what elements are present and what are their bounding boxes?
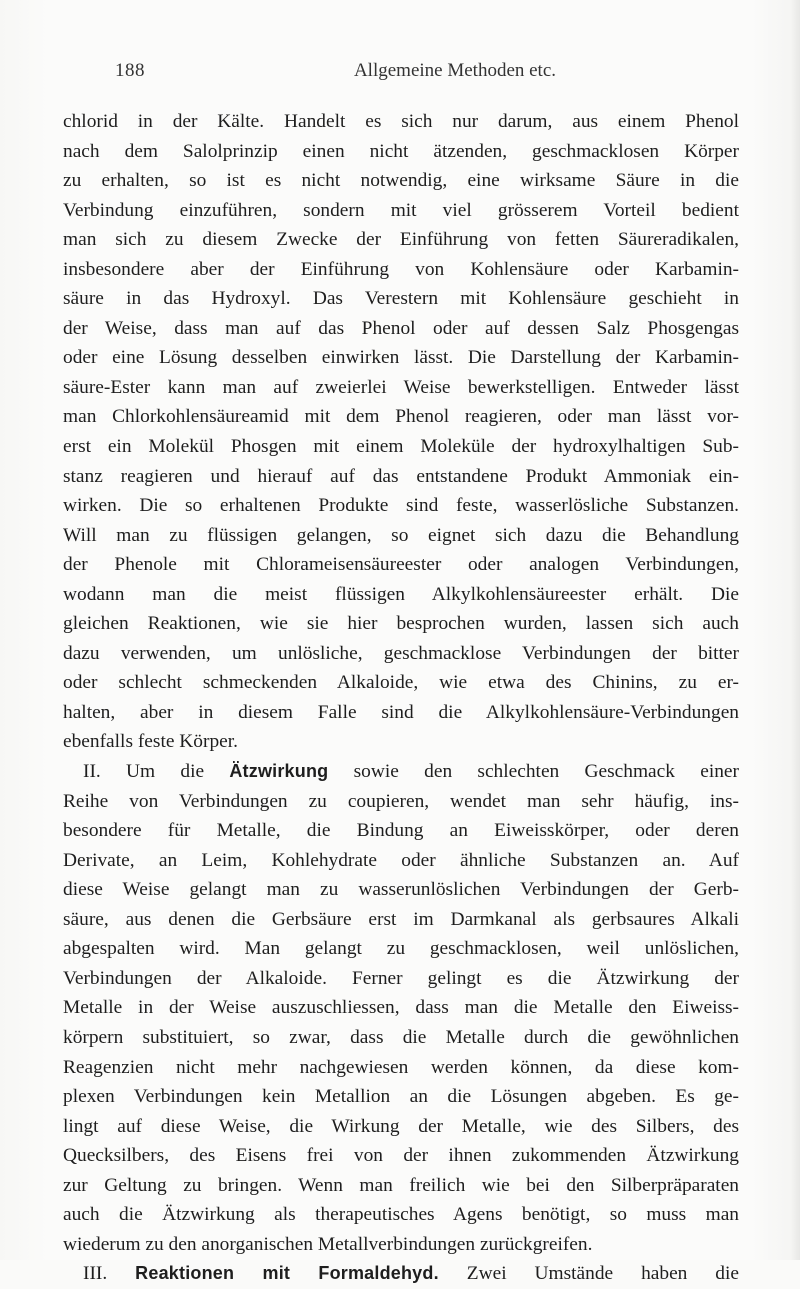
running-head-title: Allgemeine Methoden etc.: [353, 60, 557, 81]
body-text: [63, 107, 739, 1289]
page-number: 188: [115, 60, 145, 81]
text-line: säure, aus denen die Gerbsäure erst im Darmkanal als gerbsaures Alkali: [63, 908, 739, 930]
text-line: Verbindung einzuführen, sondern mit viel grösserem Vorteil bedient: [63, 199, 739, 221]
text-line: abgespalten wird. Man gelangt zu geschmacklosen, weil unlöslichen,: [63, 938, 739, 960]
section-keyword: Reaktionen mit Formaldehyd.: [135, 1263, 439, 1284]
section-keyword: Ätzwirkung: [229, 761, 329, 782]
text-line: insbesondere aber der Einführung von Kohlensäure oder Karbamin-: [63, 258, 739, 280]
text-line: körpern substituiert, so zwar, dass die Metalle durch die gewöhnlichen: [63, 1026, 739, 1048]
text-line: lingt auf diese Weise, die Wirkung der Metalle, wie des Silbers, des: [63, 1115, 739, 1137]
text-line: Quecksilbers, des Eisens frei von der ihnen zukommenden Ätzwirkung: [63, 1145, 739, 1167]
text-line: besondere für Metalle, die Bindung an Eiweisskörper, oder deren: [63, 820, 739, 842]
running-header: [115, 60, 765, 86]
section-heading-line: [63, 1259, 739, 1289]
text-line: der Weise, dass man auf das Phenol oder auf dessen Salz Phosgengas: [63, 317, 739, 339]
section-number: II. Um die: [83, 761, 230, 783]
text-line: oder schlecht schmeckenden Alkaloide, wie etwa des Chinins, zu er-: [63, 672, 739, 694]
text-line: wiederum zu den anorganischen Metallverbindungen zurückgreifen.: [63, 1233, 593, 1255]
text-line: oder eine Lösung desselben einwirken lässt. Die Darstellung der Karbamin-: [63, 347, 739, 369]
text-line: zur Geltung zu bringen. Wenn man freilich wie bei den Silberpräparaten: [63, 1174, 739, 1196]
text-line: man Chlorkohlensäureamid mit dem Phenol reagieren, oder man lässt vor-: [63, 406, 739, 428]
text-line: diese Weise gelangt man zu wasserunlöslichen Verbindungen der Gerb-: [63, 879, 739, 901]
section-text: Zwei Umstände haben die: [438, 1263, 739, 1285]
text-line: chlorid in der Kälte. Handelt es sich nur darum, aus einem Phenol: [63, 111, 739, 132]
text-line: plexen Verbindungen kein Metallion an die Lösungen abgeben. Es ge-: [63, 1086, 739, 1108]
text-line: Reagenzien nicht mehr nachgewiesen werden können, da diese kom-: [63, 1056, 739, 1078]
text-line: säure in das Hydroxyl. Das Verestern mit Kohlensäure geschieht in: [63, 288, 739, 310]
text-line: stanz reagieren und hierauf auf das entstandene Produkt Ammoniak ein-: [63, 465, 739, 487]
text-line: auch die Ätzwirkung als therapeutisches Agens benötigt, so muss man: [63, 1204, 739, 1226]
text-line: gleichen Reaktionen, wie sie hier besprochen wurden, lassen sich auch: [63, 613, 739, 635]
text-line: ebenfalls feste Körper.: [63, 731, 238, 753]
text-line: zu erhalten, so ist es nicht notwendig, eine wirksame Säure in die: [63, 170, 739, 192]
text-line: Will man zu flüssigen gelangen, so eignet sich dazu die Behandlung: [63, 524, 739, 546]
section-text: sowie den schlechten Geschmack einer: [328, 761, 739, 783]
text-line: wirken. Die so erhaltenen Produkte sind feste, wasserlösliche Substanzen.: [63, 495, 739, 517]
text-line: der Phenole mit Chlorameisensäureester oder analogen Verbindungen,: [63, 554, 739, 576]
text-line: Verbindungen der Alkaloide. Ferner gelingt es die Ätzwirkung der: [63, 967, 739, 989]
text-line: nach dem Salolprinzip einen nicht ätzenden, geschmacklosen Körper: [63, 140, 739, 162]
text-line: dazu verwenden, um unlösliche, geschmacklose Verbindungen der bitter: [63, 642, 739, 664]
text-line: Derivate, an Leim, Kohlehydrate oder ähnliche Substanzen an. Auf: [63, 849, 739, 871]
section-number: III.: [83, 1263, 136, 1285]
text-line: halten, aber in diesem Falle sind die Alkylkohlensäure-Verbindungen: [63, 701, 739, 723]
text-line: Reihe von Verbindungen zu coupieren, wendet man sehr häufig, ins-: [63, 790, 739, 812]
text-line: erst ein Molekül Phosgen mit einem Moleküle der hydroxylhaltigen Sub-: [63, 436, 739, 458]
section-heading-line: [63, 757, 739, 787]
text-line: säure-Ester kann man auf zweierlei Weise bewerkstelligen. Entweder lässt: [63, 376, 739, 398]
page-edge-shadow: [790, 0, 800, 1260]
text-line: man sich zu diesem Zwecke der Einführung von fetten Säureradikalen,: [63, 229, 739, 251]
text-line: Metalle in der Weise auszuschliessen, dass man die Metalle den Eiweiss-: [63, 997, 739, 1019]
text-line: wodann man die meist flüssigen Alkylkohlensäureester erhält. Die: [63, 583, 739, 605]
